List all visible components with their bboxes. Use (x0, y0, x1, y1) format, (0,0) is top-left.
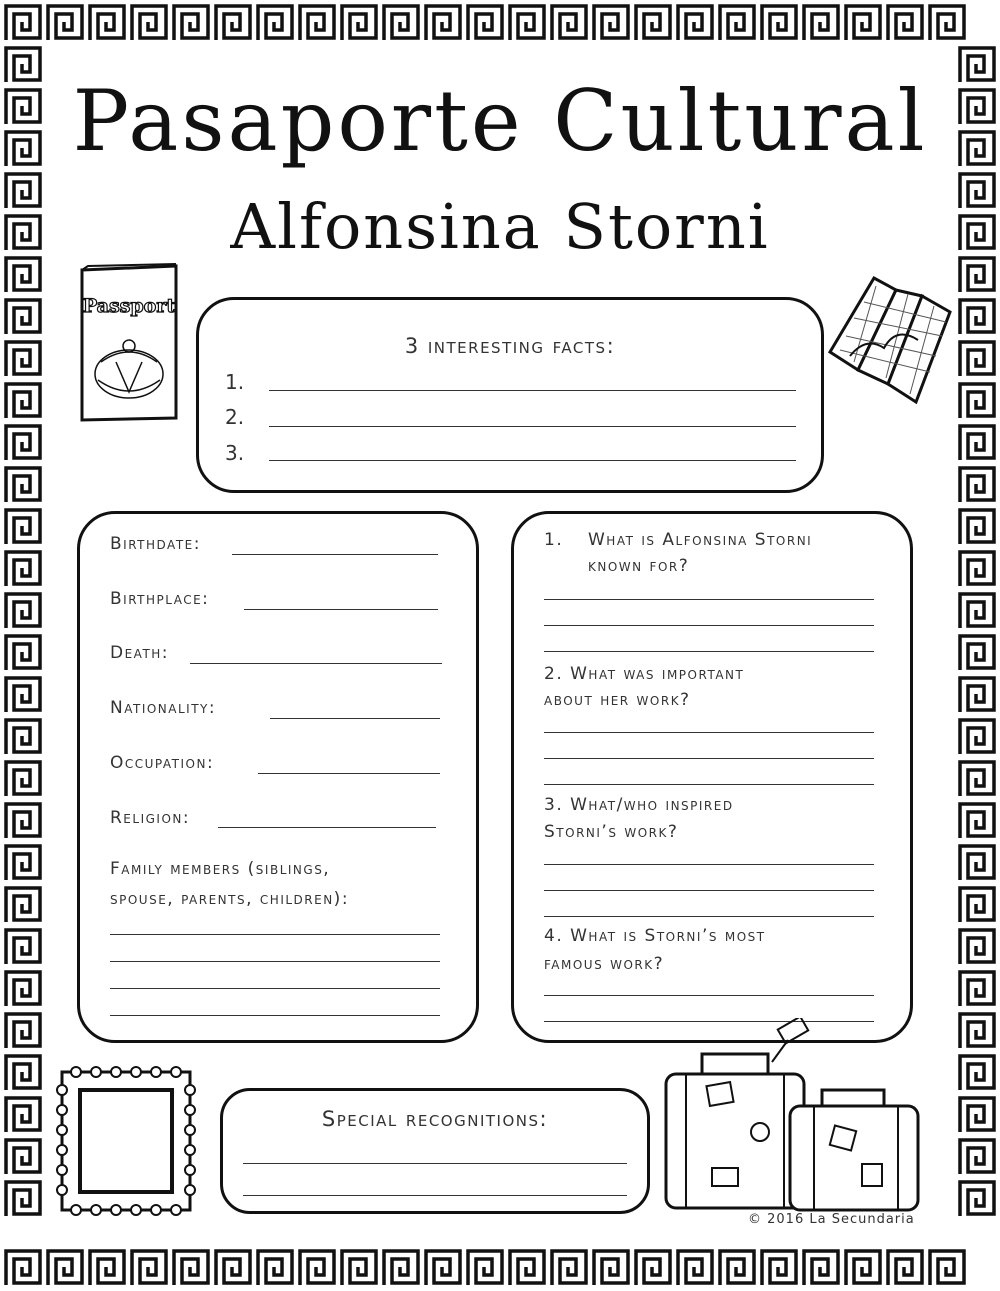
border-key-tile (6, 720, 40, 754)
border-key-tile (6, 300, 40, 334)
border-key-tile (426, 1251, 460, 1285)
q3-answer-1[interactable] (544, 864, 874, 865)
border-key-tile (846, 1251, 880, 1285)
border-key-tile (552, 6, 586, 40)
family-label-line1: Family members (siblings, (110, 859, 331, 879)
border-key-tile (636, 1251, 670, 1285)
map-icon (826, 266, 954, 408)
border-key-tile (48, 1251, 82, 1285)
border-key-tile (960, 972, 994, 1006)
border-key-tile (960, 678, 994, 712)
border-key-tile (6, 426, 40, 460)
q4-answer-1[interactable] (544, 995, 874, 996)
border-key-tile (300, 6, 334, 40)
border-key-tile (888, 1251, 922, 1285)
border-key-tile (960, 930, 994, 964)
q3-answer-2[interactable] (544, 890, 874, 891)
passport-icon (76, 262, 182, 422)
q1-text-line2: known for? (588, 556, 690, 576)
border-key-tile (6, 972, 40, 1006)
border-key-tile (804, 1251, 838, 1285)
q2-text-line2: about her work? (544, 690, 691, 710)
border-key-tile (552, 1251, 586, 1285)
nationality-field[interactable] (270, 718, 440, 719)
border-key-tile (6, 468, 40, 502)
border-key-tile (678, 1251, 712, 1285)
page-title: Pasaporte Cultural (72, 72, 928, 170)
border-key-tile (342, 1251, 376, 1285)
q1-answer-1[interactable] (544, 599, 874, 600)
border-key-tile (804, 6, 838, 40)
border-key-tile (90, 1251, 124, 1285)
border-key-tile (216, 6, 250, 40)
luggage-icon (662, 1018, 924, 1214)
birthdate-label: Birthdate: (110, 534, 201, 554)
border-key-tile (960, 1182, 994, 1216)
stamp-icon (56, 1066, 196, 1216)
fact-line-1[interactable] (269, 390, 796, 391)
q3-text-line2: Storni’s work? (544, 822, 679, 842)
border-key-tile (6, 1098, 40, 1132)
fact-number-2: 2. (225, 405, 245, 429)
fact-number-3: 3. (225, 441, 245, 465)
occupation-label: Occupation: (110, 753, 215, 773)
border-key-tile (960, 384, 994, 418)
border-key-tile (6, 342, 40, 376)
border-key-tile (6, 1251, 40, 1285)
profile-box (77, 511, 479, 1043)
border-key-tile (6, 636, 40, 670)
border-key-tile (960, 258, 994, 292)
border-key-tile (960, 1098, 994, 1132)
border-key-tile (960, 300, 994, 334)
family-label-line2: spouse, parents, children): (110, 889, 350, 909)
border-key-tile (48, 6, 82, 40)
border-key-tile (930, 1251, 964, 1285)
birthplace-field[interactable] (244, 609, 438, 610)
border-key-tile (6, 6, 40, 40)
border-key-tile (960, 552, 994, 586)
border-key-tile (216, 1251, 250, 1285)
border-key-tile (6, 510, 40, 544)
q2-answer-3[interactable] (544, 784, 874, 785)
border-key-tile (6, 1014, 40, 1048)
q1-number: 1. (544, 530, 564, 550)
fact-line-2[interactable] (269, 426, 796, 427)
border-key-tile (960, 888, 994, 922)
border-key-tile (636, 6, 670, 40)
border-key-tile (258, 1251, 292, 1285)
border-key-tile (762, 1251, 796, 1285)
q2-answer-1[interactable] (544, 732, 874, 733)
border-key-tile (594, 1251, 628, 1285)
border-key-tile (762, 6, 796, 40)
border-key-tile (426, 6, 460, 40)
border-key-tile (6, 846, 40, 880)
border-key-tile (132, 6, 166, 40)
q1-answer-2[interactable] (544, 625, 874, 626)
border-key-tile (258, 6, 292, 40)
border-key-tile (300, 1251, 334, 1285)
border-key-tile (960, 342, 994, 376)
border-key-tile (132, 1251, 166, 1285)
border-key-tile (510, 1251, 544, 1285)
border-key-tile (720, 1251, 754, 1285)
recognitions-heading: Special recognitions: (321, 1107, 549, 1131)
religion-field[interactable] (218, 827, 436, 828)
q2-answer-2[interactable] (544, 758, 874, 759)
recognitions-line-1[interactable] (243, 1163, 627, 1164)
subject-name: Alfonsina Storni (230, 190, 770, 263)
border-key-tile (6, 1140, 40, 1174)
birthplace-label: Birthplace: (110, 589, 210, 609)
occupation-field[interactable] (258, 773, 440, 774)
border-key-tile (960, 1140, 994, 1174)
q3-text-line1: 3. What/who inspired (544, 795, 734, 815)
border-key-tile (6, 762, 40, 796)
family-field-4[interactable] (110, 1015, 440, 1016)
death-field[interactable] (190, 663, 442, 664)
facts-box (196, 297, 824, 493)
q4-text-line1: 4. What is Storni’s most (544, 926, 766, 946)
birthdate-field[interactable] (232, 554, 438, 555)
border-key-tile (6, 888, 40, 922)
border-key-tile (960, 1056, 994, 1090)
copyright: © 2016 La Secundaria (748, 1212, 915, 1227)
border-key-tile (960, 426, 994, 460)
border-key-tile (510, 6, 544, 40)
family-field-2[interactable] (110, 961, 440, 962)
border-key-tile (6, 552, 40, 586)
border-key-tile (960, 762, 994, 796)
border-key-tile (468, 6, 502, 40)
border-key-tile (6, 804, 40, 838)
border-key-tile (384, 6, 418, 40)
border-key-tile (384, 1251, 418, 1285)
border-key-tile (6, 384, 40, 418)
border-key-tile (678, 6, 712, 40)
border-key-tile (6, 258, 40, 292)
family-field-1[interactable] (110, 934, 440, 935)
fact-line-3[interactable] (269, 460, 796, 461)
border-key-tile (6, 594, 40, 628)
q3-answer-3[interactable] (544, 916, 874, 917)
border-key-tile (888, 6, 922, 40)
border-key-tile (90, 6, 124, 40)
border-key-tile (6, 930, 40, 964)
border-key-tile (960, 594, 994, 628)
fact-number-1: 1. (225, 370, 245, 394)
border-key-tile (6, 1056, 40, 1090)
border-key-tile (174, 1251, 208, 1285)
border-key-tile (342, 6, 376, 40)
death-label: Death: (110, 643, 170, 663)
nationality-label: Nationality: (110, 698, 217, 718)
border-key-tile (846, 6, 880, 40)
border-key-tile (6, 1182, 40, 1216)
recognitions-line-2[interactable] (243, 1195, 627, 1196)
q2-text-line1: 2. What was important (544, 664, 745, 684)
border-key-tile (960, 468, 994, 502)
border-key-tile (594, 6, 628, 40)
q4-text-line2: famous work? (544, 954, 665, 974)
border-key-tile (174, 6, 208, 40)
border-key-tile (960, 1014, 994, 1048)
questions-box (511, 511, 913, 1043)
q1-answer-3[interactable] (544, 651, 874, 652)
recognitions-box (220, 1088, 650, 1214)
border-key-tile (960, 636, 994, 670)
passport-label: Passport (82, 295, 176, 317)
border-key-tile (960, 804, 994, 838)
border-key-tile (930, 6, 964, 40)
religion-label: Religion: (110, 808, 191, 828)
border-key-tile (960, 510, 994, 544)
border-key-tile (720, 6, 754, 40)
border-key-tile (468, 1251, 502, 1285)
q1-text-line1: What is Alfonsina Storni (588, 530, 813, 550)
border-key-tile (6, 678, 40, 712)
facts-heading: 3 interesting facts: (404, 334, 616, 358)
family-field-3[interactable] (110, 988, 440, 989)
border-key-tile (960, 720, 994, 754)
border-key-tile (960, 846, 994, 880)
